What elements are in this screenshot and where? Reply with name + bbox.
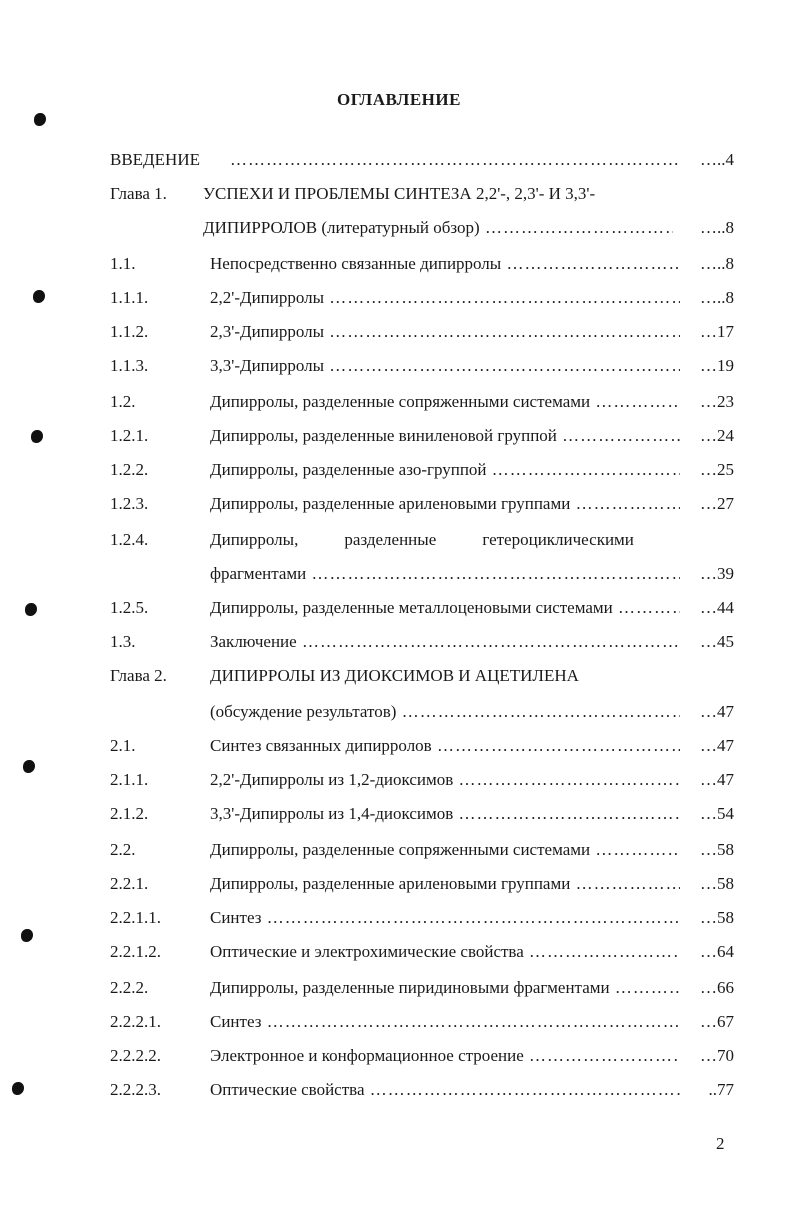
toc-text: Оптические свойства …………………………………………………………………………………………………………………………………… xyxy=(210,1078,680,1102)
toc-number: 1.1.2. xyxy=(110,322,149,341)
toc-number: 2.2.2. xyxy=(110,978,149,997)
toc-entry xyxy=(0,458,798,482)
toc-entry xyxy=(0,630,798,654)
toc-entry xyxy=(0,940,798,964)
toc-number: 2.1. xyxy=(110,736,136,755)
toc-number: 2.1.1. xyxy=(110,770,149,789)
toc-number: 2.2. xyxy=(110,840,136,859)
toc-text: ДИПИРРОЛОВ (литературный обзор) …………………………………………………………………………………………………………………………………… xyxy=(203,216,673,240)
toc-page: ….. 8 xyxy=(688,286,734,310)
toc-entry xyxy=(0,216,798,240)
toc-text: ДИПИРРОЛЫ ИЗ ДИОКСИМОВ И АЦЕТИЛЕНА xyxy=(210,666,579,685)
toc-text: Дипирролы, разделенные сопряженными системами …………………………………………………………………………………………………………………………………… xyxy=(210,390,680,414)
toc-page: … 58 xyxy=(688,906,734,930)
toc-number: 2.2.2.1. xyxy=(110,1012,161,1031)
toc-number: 1.2.5. xyxy=(110,598,149,617)
toc-page: … 58 xyxy=(688,872,734,896)
toc-page: … 66 xyxy=(688,976,734,1000)
toc-text: Синтез …………………………………………………………………………………………………………………………………… xyxy=(210,906,680,930)
toc-entry xyxy=(0,528,798,552)
toc-word: гетероциклическими xyxy=(482,530,634,549)
toc-number: 2.2.1.1. xyxy=(110,908,161,927)
toc-number: Глава 1. xyxy=(110,184,167,203)
toc-page: … 64 xyxy=(688,940,734,964)
toc-entry xyxy=(0,562,798,586)
toc-page: … 23 xyxy=(688,390,734,414)
toc-text: Дипирролы, разделенные азо-группой …………………………………………………………………………………………………………………………………… xyxy=(210,458,680,482)
toc-entry xyxy=(0,976,798,1000)
toc-number: Глава 2. xyxy=(110,666,167,685)
toc-text: Электронное и конформационное строение …………………………………………………………………………………………………………………………………… xyxy=(210,1044,680,1068)
toc-text: 2,2'-Дипирролы …………………………………………………………………………………………………………………………………… xyxy=(210,286,680,310)
toc-entry xyxy=(0,700,798,724)
toc-dots xyxy=(230,148,680,172)
toc-number: 2.1.2. xyxy=(110,804,149,823)
toc-page: ….. 8 xyxy=(688,252,734,276)
toc-entry xyxy=(0,252,798,276)
toc-page: … 47 xyxy=(688,768,734,792)
toc-text: Дипирролы, разделенные виниленовой группой …………………………………………………………………………………………………………………………………… xyxy=(210,424,680,448)
toc-text: Дипирролы, разделенные пиридиновыми фрагментами …………………………………………………………………………………………………………………………………… xyxy=(210,976,680,1000)
toc-entry xyxy=(0,664,798,688)
toc-text: 2,3'-Дипирролы …………………………………………………………………………………………………………………………………… xyxy=(210,320,680,344)
toc-page: … 45 xyxy=(688,630,734,654)
toc-page: … 58 xyxy=(688,838,734,862)
toc-page: .. 77 xyxy=(688,1078,734,1102)
toc-page: … 47 xyxy=(688,700,734,724)
toc-number: 1.1. xyxy=(110,254,136,273)
toc-text: 2,2'-Дипирролы из 1,2-диоксимов …………………………………………………………………………………………………………………………………… xyxy=(210,768,680,792)
toc-page: … 19 xyxy=(688,354,734,378)
toc-entry xyxy=(0,354,798,378)
toc-entry xyxy=(0,182,798,206)
toc-page: … 47 xyxy=(688,734,734,758)
toc-word: Дипирролы, xyxy=(210,530,299,549)
toc-text: УСПЕХИ И ПРОБЛЕМЫ СИНТЕЗА 2,2'-, 2,3'- И 3,3'- xyxy=(203,184,596,203)
page-title: ОГЛАВЛЕНИЕ xyxy=(337,90,461,109)
toc-number: 1.2.4. xyxy=(110,530,149,549)
toc-text: (обсуждение результатов) …………………………………………………………………………………………………………………………………… xyxy=(210,700,680,724)
toc-number: 2.2.1. xyxy=(110,874,149,893)
toc-page: … 24 xyxy=(688,424,734,448)
toc-entry xyxy=(0,1078,798,1102)
toc-number: 1.2.3. xyxy=(110,494,149,513)
toc-text: Оптические и электрохимические свойства …………………………………………………………………………………………………………………………………… xyxy=(210,940,680,964)
toc-entry xyxy=(0,872,798,896)
toc-entry xyxy=(0,1010,798,1034)
toc-number: ВВЕДЕНИЕ xyxy=(110,150,200,169)
toc-text: 3,3'-Дипирролы из 1,4-диоксимов …………………………………………………………………………………………………………………………………… xyxy=(210,802,680,826)
toc-text: Заключение …………………………………………………………………………………………………………………………………… xyxy=(210,630,680,654)
toc-text xyxy=(210,528,680,552)
toc-text: Дипирролы, разделенные металлоценовыми системами …………………………………………………………………………………………………………………………………… xyxy=(210,596,680,620)
toc-entry xyxy=(0,906,798,930)
toc-text: 3,3'-Дипирролы …………………………………………………………………………………………………………………………………… xyxy=(210,354,680,378)
toc-text: Синтез связанных дипирролов …………………………………………………………………………………………………………………………………… xyxy=(210,734,680,758)
toc-entry xyxy=(0,424,798,448)
page-number: 2 xyxy=(716,1134,725,1153)
toc-entry xyxy=(0,734,798,758)
toc-page: ….. 4 xyxy=(688,148,734,172)
toc-text: Непосредственно связанные дипирролы …………………………………………………………………………………………………………………………………… xyxy=(210,252,680,276)
toc-text: Дипирролы, разделенные сопряженными системами …………………………………………………………………………………………………………………………………… xyxy=(210,838,680,862)
toc-entry xyxy=(0,838,798,862)
toc-text: Синтез …………………………………………………………………………………………………………………………………… xyxy=(210,1010,680,1034)
toc-word: разделенные xyxy=(344,530,437,549)
toc-number: 1.2. xyxy=(110,392,136,411)
toc-page: … 54 xyxy=(688,802,734,826)
toc-number: 1.3. xyxy=(110,632,136,651)
toc-text: фрагментами …………………………………………………………………………………………………………………………………… xyxy=(210,562,680,586)
toc-entry xyxy=(0,148,798,172)
toc-number: 1.2.1. xyxy=(110,426,149,445)
toc-page: … 67 xyxy=(688,1010,734,1034)
toc-text: Дипирролы, разделенные ариленовыми группами …………………………………………………………………………………………………………………………………… xyxy=(210,492,680,516)
toc-text: Дипирролы, разделенные ариленовыми группами …………………………………………………………………………………………………………………………………… xyxy=(210,872,680,896)
toc-page: … 70 xyxy=(688,1044,734,1068)
toc-page: … 39 xyxy=(688,562,734,586)
toc-entry xyxy=(0,768,798,792)
toc-entry xyxy=(0,1044,798,1068)
punch-hole-mark xyxy=(34,113,46,126)
toc-entry xyxy=(0,596,798,620)
toc-page: … 44 xyxy=(688,596,734,620)
toc-entry xyxy=(0,320,798,344)
toc-entry xyxy=(0,286,798,310)
toc-entry xyxy=(0,390,798,414)
toc-number: 1.2.2. xyxy=(110,460,149,479)
toc-number: 2.2.2.3. xyxy=(110,1080,161,1099)
toc-entry xyxy=(0,802,798,826)
toc-page: … 25 xyxy=(688,458,734,482)
toc-number: 1.1.3. xyxy=(110,356,149,375)
toc-number: 2.2.2.2. xyxy=(110,1046,161,1065)
toc-number: 1.1.1. xyxy=(110,288,149,307)
toc-page: … 27 xyxy=(688,492,734,516)
toc-number: 2.2.1.2. xyxy=(110,942,161,961)
toc-page: … 17 xyxy=(688,320,734,344)
toc-page: ….. 8 xyxy=(688,216,734,240)
toc-entry xyxy=(0,492,798,516)
